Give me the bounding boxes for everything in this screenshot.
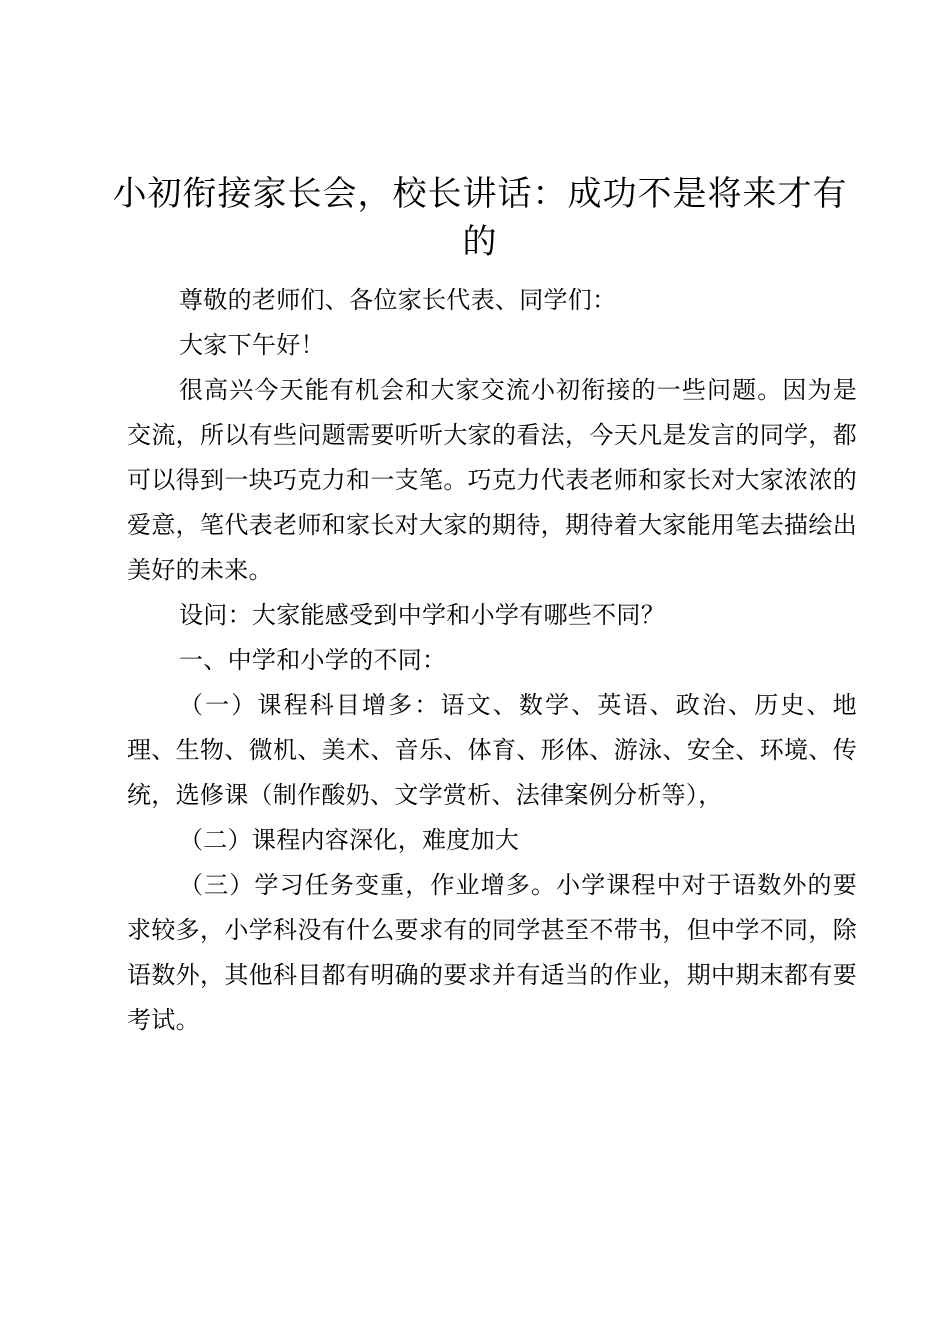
point-two-paragraph: （二）课程内容深化，难度加大 — [179, 826, 520, 854]
salutation-paragraph: 尊敬的老师们、各位家长代表、同学们： — [179, 286, 617, 314]
document-title: 小初衔接家长会，校长讲话：成功不是将来才有的 — [112, 174, 848, 262]
greeting-paragraph: 大家下午好！ — [179, 331, 325, 359]
intro-paragraph: 很高兴今天能有机会和大家交流小初衔接的一些问题。因为是交流，所以有些问题需要听听大家的看法，今天凡是发言的同学，都可以得到一块巧克力和一支笔。巧克力代表老师和家长对大家浓浓的爱意，笔代表老师和家长对大家的期待，期待着大家能用笔去描绘出美好的未来。 — [127, 376, 857, 584]
point-one-paragraph: （一）课程科目增多：语文、数学、英语、政治、历史、地理、生物、微机、美术、音乐、体育、形体、游泳、安全、环境、传统，选修课（制作酸奶、文学赏析、法律案例分析等）， — [127, 691, 857, 809]
question-paragraph: 设问：大家能感受到中学和小学有哪些不同？ — [179, 601, 665, 629]
point-three-paragraph: （三）学习任务变重，作业增多。小学课程中对于语数外的要求较多，小学科没有什么要求有的同学甚至不带书，但中学不同，除语数外，其他科目都有明确的要求并有适当的作业，期中期末都有要考试。 — [127, 871, 857, 1034]
document-body — [127, 278, 857, 1043]
section-heading-paragraph: 一、中学和小学的不同： — [179, 646, 447, 674]
